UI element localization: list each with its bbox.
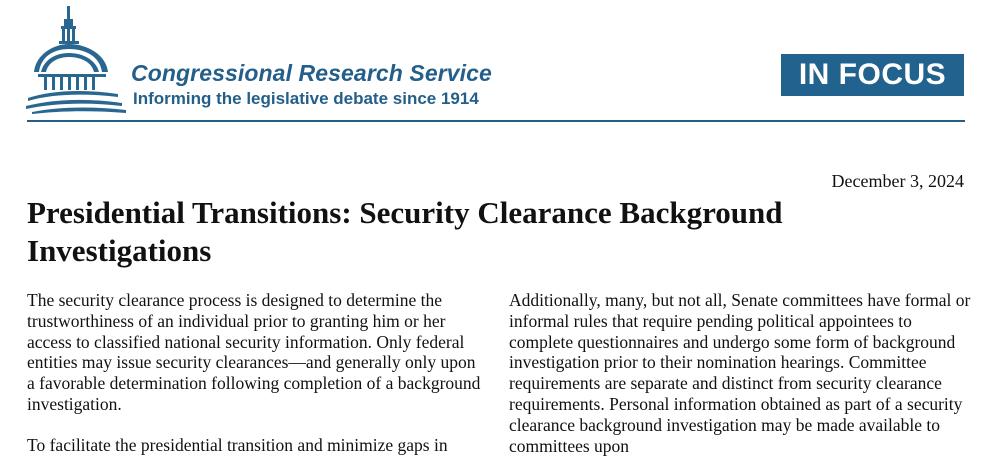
body-paragraph: Additionally, many, but not all, Senate committees have formal or informal rules that require pending political appointees to complete questionnaires and undergo some form of background investigation prior to their nomination hearings. Committee requirements are separate and distinct from security clearance requirements. Personal information obtained as part of a security clearance background investigation may be made available to committees upon <box>509 290 971 456</box>
organization-name: Congressional Research Service <box>131 60 492 86</box>
right-column <box>509 290 971 476</box>
in-focus-badge: IN FOCUS <box>781 54 964 96</box>
document-title: Presidential Transitions: Security Clearance Background Investigations <box>27 195 783 268</box>
body-paragraph: The security clearance process is designed to determine the trustworthiness of an individual prior to granting him or her access to classified national security information. Only federal entities may issue security clearances—and generally only upon a favorable determination following completion of a background investigation. <box>27 290 481 414</box>
publication-date: December 3, 2024 <box>831 171 964 191</box>
left-column <box>27 290 487 476</box>
header-divider <box>27 120 965 122</box>
organization-tagline: Informing the legislative debate since 1914 <box>133 89 479 108</box>
capitol-dome-logo <box>26 6 126 114</box>
body-paragraph: To facilitate the presidential transition and minimize gaps in <box>27 434 448 455</box>
